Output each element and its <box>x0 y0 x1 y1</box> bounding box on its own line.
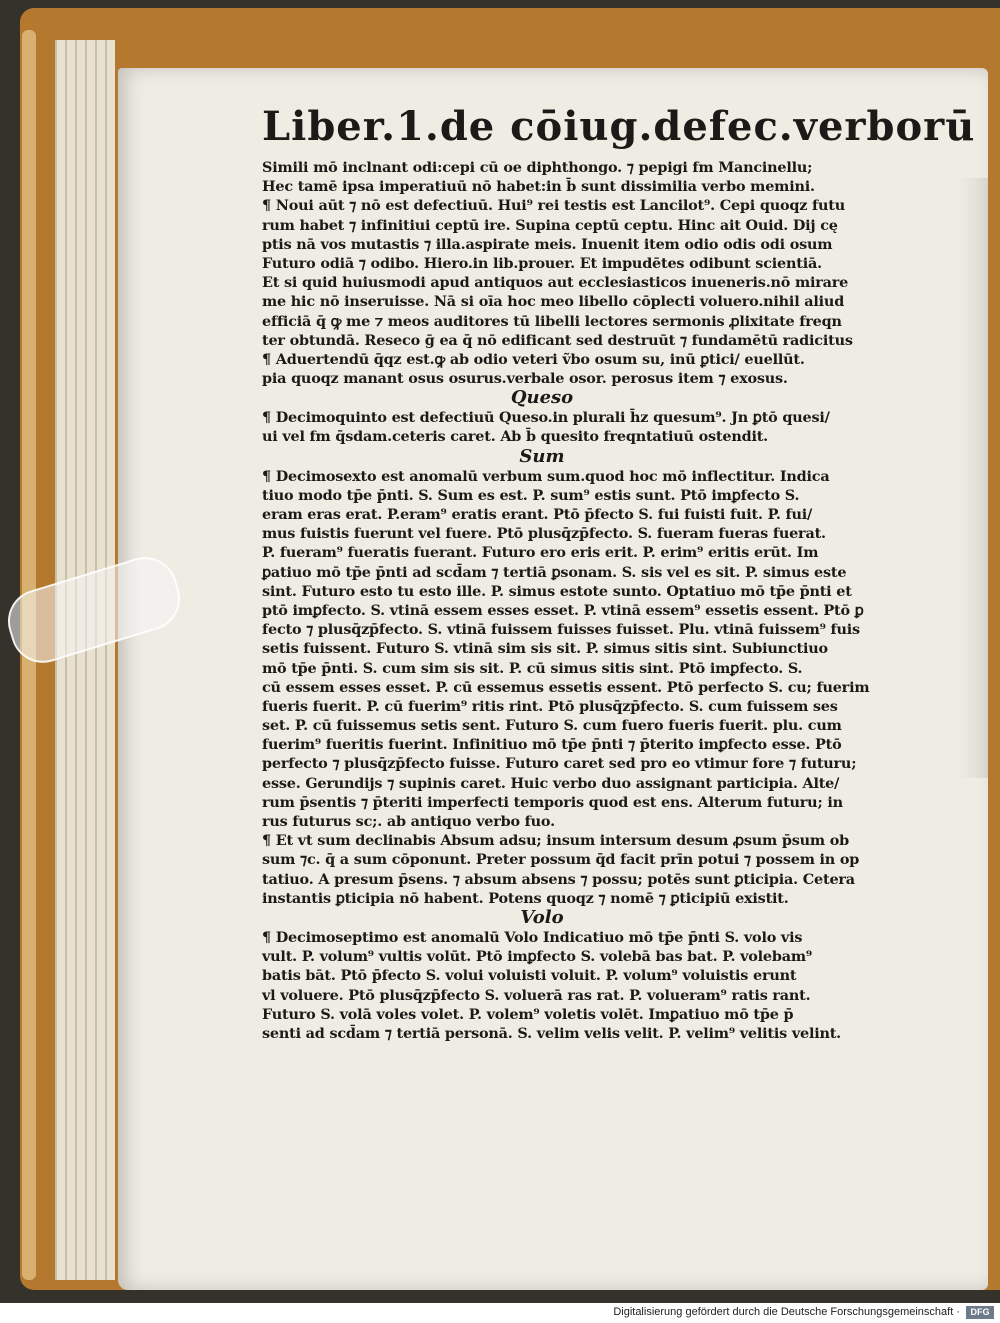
text-line: rum habet ⁊ infinitiui ceptū ire. Supina ceptū ceptu. Hinc ait Ouid. Dij cę <box>262 216 838 234</box>
heading-volo: Volo <box>520 906 564 928</box>
paragraph-sum <box>262 467 912 908</box>
text-line: senti ad scd̄am ⁊ tertiā personā. S. velim velis velit. P. velim⁹ velitis velint. <box>262 1024 841 1042</box>
text-line: eram eras erat. P.eram⁹ eratis erant. Ptō p̄fecto S. fui fuisti fuit. P. fui/ <box>262 506 813 523</box>
paragraph-odi <box>262 158 912 388</box>
text-line: ¶ Decimoquinto est defectiuū Queso.in plurali h̄z quesum⁹. Jn ꝑtō quesi/ <box>262 409 830 427</box>
text-line: ter obtundā. Reseco ḡ ea q̄ nō edificant sed destruūt ⁊ fundamētū radicitus <box>262 331 853 349</box>
page-shadow <box>958 178 988 778</box>
text-line: ꝑatiuo mō tp̄e p̄nti ad scd̄am ⁊ tertiā ꝑsonam. S. sis vel es sit. P. simus este <box>262 563 847 581</box>
text-line: Futuro odiā ⁊ odibo. Hiero.in lib.prouer. Et impudētes odibunt scientiā. <box>262 254 822 272</box>
text-line: cū essem esses esset. P. cū essemus essetis essent. Ptō perfecto S. cu; fuerim <box>262 678 870 696</box>
text-line: fueris fuerit. P. cū fuerim⁹ ritis rint. Ptō plusq̄zp̄fecto. S. cum fuissem ses <box>262 697 838 715</box>
text-line: ptō imꝑfecto. S. vtinā essem esses esset. P. vtinā essem⁹ essetis essent. Ptō ꝑ <box>262 601 864 619</box>
text-line: set. P. cū fuissemus setis sent. Futuro S. cum fuero fueris fuerit. plu. cum <box>262 717 842 735</box>
text-line: ¶ Noui aūt ⁊ nō est defectiuū. Hui⁹ rei testis est Lancilot⁹. Cepi quoqz futu <box>262 197 845 215</box>
text-line: rus futurus sc;. ab antiquo verbo fuo. <box>262 813 555 830</box>
text-line: ui vel fm q̄sdam.ceteris caret. Ab b̄ quesito freqntatiuū ostendit. <box>262 428 768 446</box>
text-line: me hic nō inseruisse. Nā si oīa hoc meo libello cōplecti voluero.nihil aliud <box>262 293 845 311</box>
text-line: vult. P. volum⁹ vultis volūt. Ptō imꝑfecto S. volebā bas bat. P. volebam⁹ <box>262 948 812 966</box>
text-line: setis fuissent. Futuro S. vtinā sim sis sit. P. simus sitis sint. Subiunctiuo <box>262 640 828 658</box>
text-line: Simili mō inclnant odi:cepi cū oe diphthongo. ⁊ pepigi fm Mancinellu; <box>262 159 813 176</box>
text-line: fecto ⁊ plusq̄zp̄fecto. S. vtinā fuissem fuisses fuisset. Plu. vtinā fuissem⁹ fuis <box>262 621 860 639</box>
text-line: fuerim⁹ fueritis fuerint. Infinitiuo mō tp̄e p̄nti ⁊ p̄terito imꝑfecto esse. Ptō <box>262 736 842 754</box>
page-edges <box>55 40 115 1290</box>
text-line: batis bāt. Ptō p̄fecto S. volui voluisti voluit. P. volum⁹ voluistis erunt <box>262 967 797 985</box>
text-line: ¶ Decimosexto est anomalū verbum sum.quod hoc mō inflectitur. Indica <box>262 467 830 485</box>
text-line: vl voluere. Ptō plusq̄zp̄fecto S. voluerā ras rat. P. volueram⁹ ratis rant. <box>262 986 811 1004</box>
text-line: esse. Gerundijs ⁊ supinis caret. Huic verbo duo assignant participia. Alte/ <box>262 774 840 792</box>
text-line: ¶ Et vt sum declinabis Absum adsu; insum intersum desum ꝓsum p̄sum ob <box>262 832 849 850</box>
text-line: instantis ꝑticipia nō habent. Potens quoqz ⁊ nomē ⁊ ꝑticipiū existit. <box>262 889 789 907</box>
text-line: Futuro S. volā voles volet. P. volem⁹ voletis volēt. Imꝑatiuo mō tp̄e p̄ <box>262 1005 794 1023</box>
page-text <box>262 100 976 1043</box>
text-line: mus fuistis fuerunt vel fuere. Ptō plusq̄zp̄fecto. S. fueram fueras fuerat. <box>262 525 826 543</box>
footer-bar <box>0 1303 1000 1323</box>
text-line: Hec tamē ipsa imperatiuū nō habet:in b̄ sunt dissimilia verbo memini. <box>262 178 815 196</box>
text-line: tiuo modo tp̄e p̄nti. S. Sum es est. P. sum⁹ estis sunt. Ptō imꝑfecto S. <box>262 486 800 504</box>
heading-sum: Sum <box>519 445 565 467</box>
text-line: sint. Futuro esto tu esto ille. P. simus estote sunto. Optatiuo mō tp̄e p̄nti et <box>262 582 852 600</box>
dfg-logo: DFG <box>966 1306 994 1319</box>
text-line: efficiā q̄ ꝙ me ⁊ meos auditores tū libelli lectores sermonis ꝓlixitate freqn <box>262 312 842 330</box>
text-line: ¶ Decimoseptimo est anomalū Volo Indicatiuo mō tp̄e p̄nti S. volo vis <box>262 928 803 946</box>
text-line: mō tp̄e p̄nti. S. cum sim sis sit. P. cū simus sitis sint. Ptō imꝑfecto. S. <box>262 659 803 677</box>
text-line: perfecto ⁊ plusq̄zp̄fecto fuisse. Futuro caret sed pro eo vtimur fore ⁊ futuru; <box>262 755 857 773</box>
text-line: tatiuo. A presum p̄sens. ⁊ absum absens ⁊ possu; potēs sunt ꝑticipia. Cetera <box>262 870 855 888</box>
text-line: sum ⁊c. q̄ a sum cōponunt. Preter possum q̄d facit prīn potui ⁊ possem in op <box>262 851 860 869</box>
funding-note: Digitalisierung gefördert durch die Deutsche Forschungsgemeinschaft · <box>613 1306 960 1318</box>
heading-queso: Queso <box>510 387 574 409</box>
text-line: P. fueram⁹ fueratis fuerant. Futuro ero eris erit. P. erim⁹ eritis erūt. Im <box>262 544 819 562</box>
paragraph-queso <box>262 408 912 446</box>
running-header: Liber.1.de cōiug.defec.verborū <box>262 103 976 150</box>
text-line: ¶ Aduertendū q̄qz est.ꝙ ab odio veteri ṽbo osum su, inū ꝑtici/ euellūt. <box>262 350 805 368</box>
text-line: pia quoqz manant osus osurus.verbale osor. perosus item ⁊ exosus. <box>262 370 788 388</box>
text-line: rum p̄sentis ⁊ p̄teriti imperfecti temporis quod est ens. Alterum futuru; in <box>262 793 843 811</box>
text-line: Et si quid huiusmodi apud antiquos aut ecclesiasticos inueneris.nō mirare <box>262 274 849 292</box>
text-line: ptis nā vos mutastis ⁊ illa.aspirate meis. Inuenit item odio odis odi osum <box>262 235 833 253</box>
paragraph-volo <box>262 928 912 1043</box>
